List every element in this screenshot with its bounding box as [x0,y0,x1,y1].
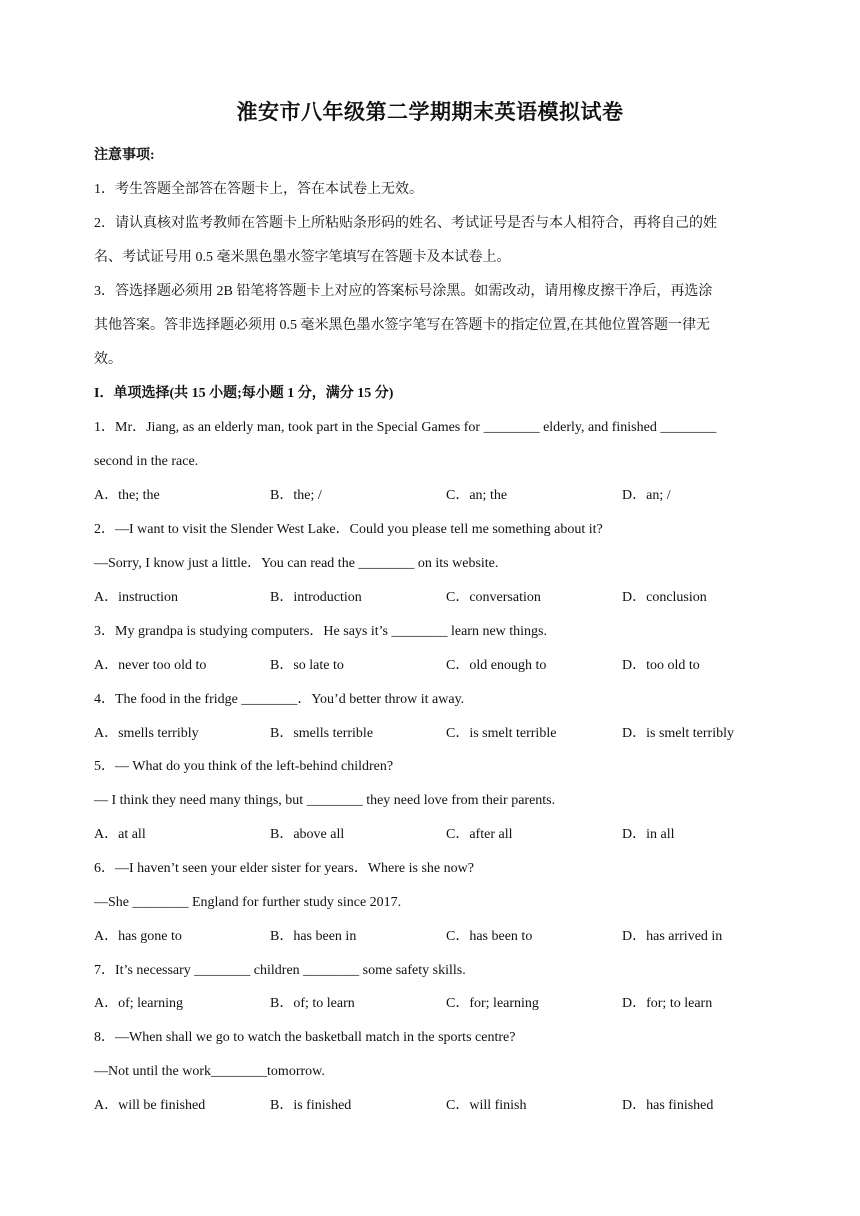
question-stem: 8．—When shall we go to watch the basketball match in the sports centre? [94,1030,516,1045]
question-stem: —She ________ England for further study since 2017. [94,895,402,910]
option-a: A．at all [94,827,146,842]
option-c: C．after all [446,827,513,842]
notice-item: 名、考试证号用 0.5 毫米黑色墨水签字笔填写在答题卡及本试卷上。 [94,250,511,265]
option-c: C．for; learning [446,996,539,1011]
question-stem: 4．The food in the fridge ________．You’d better throw it away. [94,692,465,707]
notice-heading: 注意事项: [94,148,155,163]
option-d: D．an; / [622,488,671,503]
question-stem: 1．Mr．Jiang, as an elderly man, took part in the Special Games for ________ elderly, and finished ________ [94,420,717,435]
question-stem: — I think they need many things, but ________ they need love from their parents. [94,793,556,808]
option-b: B．of; to learn [270,996,355,1011]
option-c: C．has been to [446,929,533,944]
question-stem: 3．My grandpa is studying computers．He says it’s ________ learn new things. [94,624,548,639]
question-stem: —Sorry, I know just a little．You can read the ________ on its website. [94,556,499,571]
option-a: A．the; the [94,488,160,503]
option-b: B．the; / [270,488,322,503]
question-stem: 6．—I haven’t seen your elder sister for years．Where is she now? [94,861,474,876]
option-d: D．for; to learn [622,996,713,1011]
question-stem: 5．— What do you think of the left-behind children? [94,759,394,774]
option-b: B．above all [270,827,345,842]
option-b: B．so late to [270,658,344,673]
option-d: D．has finished [622,1098,714,1113]
option-d: D．too old to [622,658,700,673]
page-title: 淮安市八年级第二学期期末英语模拟试卷 [236,100,624,124]
option-a: A．smells terribly [94,726,199,741]
notice-item: 2．请认真核对监考教师在答题卡上所粘贴条形码的姓名、考试证号是否与本人相符合，再将自己的姓 [94,216,717,231]
notice-item: 其他答案。答非选择题必须用 0.5 毫米黑色墨水签字笔写在答题卡的指定位置,在其他位置答题一律无 [94,318,710,333]
option-b: B．has been in [270,929,357,944]
notice-item: 1．考生答题全部答在答题卡上，答在本试卷上无效。 [94,182,423,197]
option-a: A．never too old to [94,658,207,673]
option-a: A．of; learning [94,996,184,1011]
option-b: B．introduction [270,590,362,605]
option-b: B．smells terrible [270,726,374,741]
option-c: C．conversation [446,590,541,605]
option-c: C．old enough to [446,658,547,673]
question-stem: 2．—I want to visit the Slender West Lake．Could you please tell me something about it? [94,522,603,537]
option-d: D．in all [622,827,675,842]
question-stem: —Not until the work________tomorrow. [94,1064,325,1079]
notice-item: 3．答选择题必须用 2B 铅笔将答题卡上对应的答案标号涂黑。如需改动，请用橡皮擦干净后，再选涂 [94,284,713,299]
option-d: D．has arrived in [622,929,723,944]
option-b: B．is finished [270,1098,352,1113]
question-stem: second in the race. [94,454,199,469]
option-c: C．is smelt terrible [446,726,557,741]
notice-item: 效。 [94,352,122,367]
option-a: A．will be finished [94,1098,206,1113]
option-a: A．has gone to [94,929,182,944]
option-d: D．is smelt terribly [622,726,734,741]
option-c: C．an; the [446,488,508,503]
option-d: D．conclusion [622,590,707,605]
option-a: A．instruction [94,590,178,605]
section-heading: I．单项选择(共 15 小题;每小题 1 分，满分 15 分) [94,386,394,401]
option-c: C．will finish [446,1098,527,1113]
question-stem: 7．It’s necessary ________ children ________ some safety skills. [94,963,466,978]
